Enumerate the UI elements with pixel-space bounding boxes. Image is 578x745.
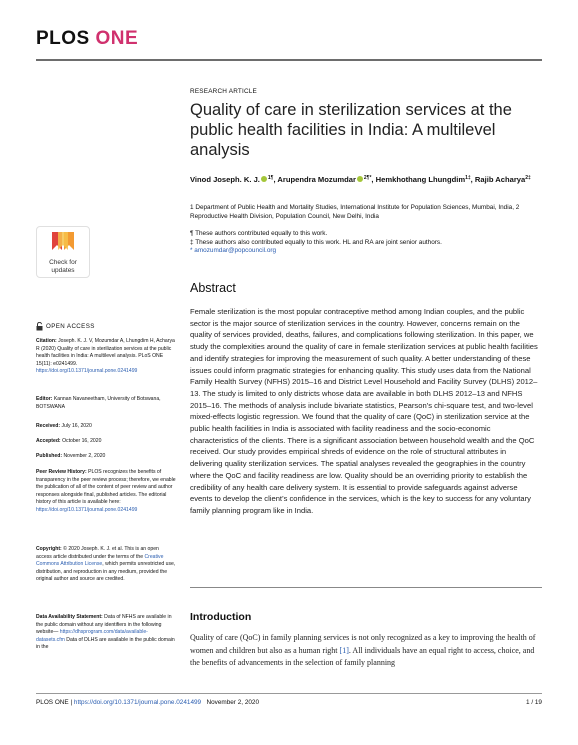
abstract-body: Female sterilization is the most popular contraceptive method among Indian couples, and the public sector is the major source of sterilization services in the country. However, concerns remain on the quality of services provided, deaths, failures, and complications following sterilization. In this paper, we study the complexities around the quality of care in female sterilization services at public health facilities and identify strategies for improving the measurement of such quality. A better understanding of these issues could inform pragmatic strategies for enhancing quality. This study uses data from the National Family Health Survey (NFHS) 2015–16 and District Level Household and Facility Survey (DLHS) 2012–13. The study is limited to only districts whose data are available in both DLHS 2012–13 and NFHS 2015–16. The methods of analysis include bivariate statistics, Pearson’s chi-square test, and two-level mixed-effects logistic regression. We found that the quality of care (QoC) in sterilization service at the public health facilities in India is associated with facility readiness and the socio-economic characteristics of the clients. There is a significant association between household wealth and the QoC received. Our study provides empirical shreds of evidence on the role of structural attributes in delivering quality sterilization services. The spatial analyses revealed the geographies in the country where the QoC and facility readiness are low. Quality should be an overriding priority to establish the credibility of any health care delivery system. It is essential to provide safeguards against adverse events to develop the client’s confidence in the services, which is the key to success for any voluntary family planning program like in India.: [190, 307, 538, 515]
data-availability-block: [36, 614, 176, 652]
note-equal: ¶ These authors contributed equally to this work.: [190, 230, 328, 237]
article-type: RESEARCH ARTICLE: [190, 88, 258, 95]
plos-one-logo[interactable]: [36, 28, 138, 50]
check-for-updates-badge[interactable]: [36, 226, 90, 278]
editor-label: Editor:: [36, 396, 53, 402]
peer-review-block: [36, 469, 176, 515]
footer-separator: |: [68, 699, 74, 706]
author-2-sup: 2¶*: [363, 175, 372, 181]
intro-text-rest: . All individuals have an equal right to access, choice, and the benefits of advancements in the selection of family planning: [190, 645, 535, 667]
peer-review-link[interactable]: https://doi.org/10.1371/journal.pone.0241499: [36, 506, 138, 513]
received-date: July 16, 2020: [61, 423, 92, 429]
author-4[interactable]: Rajib Acharya: [474, 175, 526, 184]
logo-one: ONE: [95, 28, 139, 49]
footer-journal: PLOS ONE: [36, 699, 69, 706]
open-access-label: [36, 322, 95, 331]
footer: [36, 699, 259, 706]
author-notes: [190, 230, 540, 256]
accepted-line: [36, 438, 176, 446]
author-2[interactable]: Arupendra Mozumdar: [277, 175, 356, 184]
page-number: 1 / 19: [526, 699, 542, 706]
copyright-text-rest: , which permits unrestricted use, distribution, and reproduction in any medium, provided the original author and source are credited.: [36, 561, 176, 583]
author-1-sup: 1¶: [267, 175, 274, 181]
published-date: November 2, 2020: [63, 453, 106, 459]
header-rule: [36, 59, 542, 61]
author-3[interactable]: Hemkhothang Lhungdim: [375, 175, 466, 184]
reference-link[interactable]: [1]: [339, 645, 349, 655]
author-3-sup: 1‡: [465, 175, 471, 181]
author-list: Vinod Joseph. K. J. $^{1\P}$, Arupendra Mozumdar $^{2\P*}$, Hemkhothang Lhungdim$^{1\ddagger}$, Rajib Acharya$^{2\ddagger}$: [190, 175, 531, 184]
citation-text: Joseph. K. J. V, Mozumdar A, Lhungdim H, Acharya R (2020) Quality of care in sterilization services at the public health facilities in India: A multilevel analysis. PLoS ONE 15(11): e0241499.: [36, 338, 175, 367]
copyright-text: © 2020 Joseph. K. J. et al. This is an open access article distributed under the terms of the: [36, 546, 159, 560]
data-availability-text: Data of NFHS are available in the public domain without any identifiers in the following website—: [36, 614, 172, 636]
accepted-label: Accepted:: [36, 438, 61, 444]
data-availability-text-rest: Data of DLHS are available in the public domain in the: [36, 636, 175, 651]
bookmark-icon: [50, 230, 76, 252]
author-1[interactable]: Vinod Joseph. K. J.: [190, 175, 260, 184]
data-availability-label: Data Availability Statement:: [36, 614, 103, 620]
open-access-text: OPEN ACCESS: [46, 323, 95, 330]
footer-doi-link[interactable]: https://doi.org/10.1371/journal.pone.0241499: [73, 699, 202, 706]
orcid-icon[interactable]: [261, 176, 267, 182]
footer-date: November 2, 2020: [206, 699, 260, 706]
copyright-label: Copyright:: [36, 546, 62, 552]
check-for-line1: Check for: [49, 259, 77, 266]
introduction-body: [190, 632, 540, 670]
check-for-line2: updates: [51, 266, 75, 274]
article-title: Quality of care in sterilization services at the public health facilities in India: A multilevel analysis: [190, 101, 512, 159]
section-rule: [190, 587, 542, 588]
peer-review-text: PLOS recognizes the benefits of transparency in the peer review process; therefore, we enable the publication of all of the content of peer review and author responses alongside final, published articles. The editorial history of this article is available here:: [36, 469, 176, 506]
intro-text: Quality of care (QoC) in family planning services is not only recognized as a key to improving the health of women and children but also as a human right: [190, 633, 536, 655]
orcid-icon[interactable]: [357, 176, 363, 182]
footer-rule: [36, 693, 542, 694]
cc-license-link[interactable]: Creative Commons Attribution License: [36, 553, 164, 568]
received-label: Received:: [36, 423, 61, 429]
accepted-date: October 16, 2020: [62, 438, 102, 444]
introduction-heading: Introduction: [190, 611, 252, 623]
open-lock-icon: [36, 322, 43, 331]
author-4-sup: 2‡: [525, 175, 531, 181]
affiliations: 1 Department of Public Health and Mortality Studies, International Institute for Population Sciences, Mumbai, India, 2 Reproductive Health Division, Population Council, New Delhi, India: [190, 204, 520, 220]
abstract-heading: Abstract: [190, 281, 236, 295]
dhs-data-link[interactable]: https://dhsprogram.com/data/available-datasets.cfm: [36, 629, 148, 643]
peer-review-label: Peer Review History:: [36, 469, 87, 475]
citation-doi-link[interactable]: https://doi.org/10.1371/journal.pone.0241499: [36, 368, 138, 375]
editor-text: Kannan Navaneetham, University of Botswana, BOTSWANA: [36, 396, 161, 410]
corresponding-email[interactable]: * amozumdar@popcouncil.org: [190, 247, 277, 254]
published-line: [36, 453, 176, 461]
logo-plos: PLOS: [36, 28, 90, 49]
published-label: Published:: [36, 453, 63, 459]
citation-block: [36, 338, 176, 376]
editor-block: [36, 396, 176, 411]
citation-label: Citation:: [36, 338, 57, 344]
copyright-block: [36, 546, 176, 584]
received-line: [36, 423, 176, 431]
note-senior: ‡ These authors also contributed equally to this work. HL and RA are joint senior authors.: [190, 238, 442, 246]
